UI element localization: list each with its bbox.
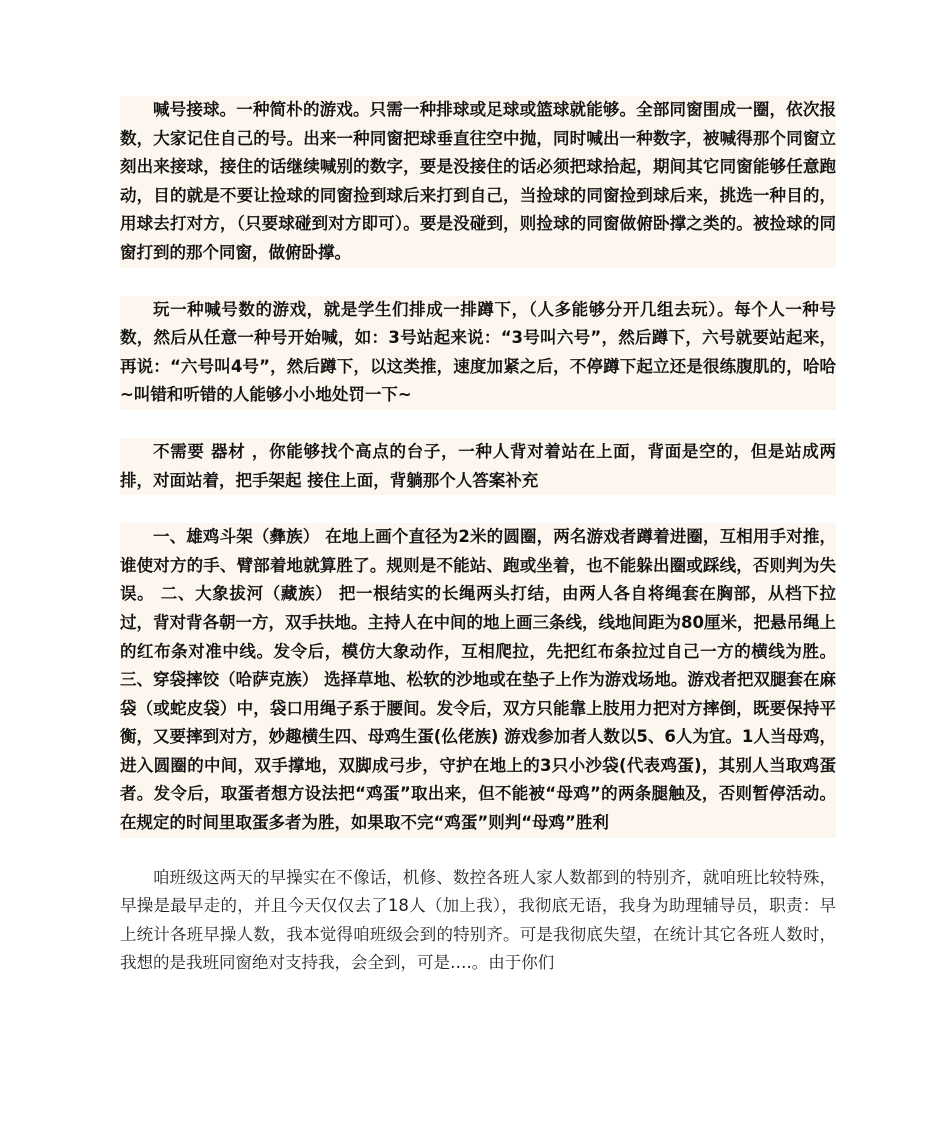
paragraph-trust-fall: 不需要 器材 ，你能够找个高点的台子，一种人背对着站在上面，背面是空的，但是站成两排，对面站着，把手架起 接住上面，背躺那个人答案补充 [120,438,836,495]
document-page [120,96,836,978]
paragraph-shout-number-catch-ball: 喊号接球。一种简朴的游戏。只需一种排球或足球或篮球就能够。全部同窗围成一圈，依次报数，大家记住自己的号。出来一种同窗把球垂直往空中抛，同时喊出一种数字，被喊得那个同窗立刻出来接球，接住的话继续喊别的数字，要是没接住的话必须把球拾起，期间其它同窗能够任意跑动，目的就是不要让捡球的同窗捡到球后来打到自己，当捡球的同窗捡到球后来，挑选一种目的，用球去打对方，（只要球碰到对方即可）。要是没碰到，则捡球的同窗做俯卧撑之类的。被捡球的同窗打到的那个同窗，做俯卧撑。 [120,96,836,268]
paragraph-ethnic-games: 一、雄鸡斗架（彝族） 在地上画个直径为2米的圆圈，两名游戏者蹲着进圈，互相用手对推，谁使对方的手、臂部着地就算胜了。规则是不能站、跑或坐着，也不能躲出圈或踩线，否则判为失误。 二、大象拔河（藏族） 把一根结实的长绳两头打结，由两人各自将绳套在胸部，从档下拉过，背对背各朝一方，双手扶地。主持人在中间的地上画三条线，线地间距为80厘米，把悬吊绳上的红布条对准中线。发令后，模仿大象动作，互相爬拉，先把红布条拉过自己一方的横线为胜。 三、穿袋摔饺（哈萨克族） 选择草地、松软的沙地或在垫子上作为游戏场地。游戏者把双腿套在麻袋（或蛇皮袋）中，袋口用绳子系于腰间。发令后，双方只能靠上肢用力把对方摔倒，既要保持平衡，又要摔到对方，妙趣横生四、母鸡生蛋(仫佬族) 游戏参加者人数以5、6人为宜。1人当母鸡，进入圆圈的中间，双手撑地，双脚成弓步，守护在地上的3只小沙袋(代表鸡蛋)，其别人当取鸡蛋者。发令后，取蛋者想方设法把“鸡蛋”取出来，但不能被“母鸡”的两条腿触及，否则暂停活动。在规定的时间里取蛋多者为胜，如果取不完“鸡蛋”则判“母鸡”胜利 [120,523,836,838]
paragraph-call-number-squat-game: 玩一种喊号数的游戏，就是学生们排成一排蹲下，（人多能够分开几组去玩）。每个人一种号数，然后从任意一种号开始喊，如：3号站起来说：“3号叫六号”，然后蹲下，六号就要站起来，再说：“六号叫4号”，然后蹲下，以这类推，速度加紧之后，不停蹲下起立还是很练腹肌的，哈哈~叫错和听错的人能够小小地处罚一下~ [120,296,836,410]
paragraph-morning-exercise: 咱班级这两天的早操实在不像话，机修、数控各班人家人数都到的特别齐，就咱班比较特殊，早操是最早走的，并且今天仅仅去了18人（加上我），我彻底无语，我身为助理辅导员，职责：早上统计各班早操人数，我本觉得咱班级会到的特别齐。可是我彻底失望，在统计其它各班人数时，我想的是我班同窗绝对支持我，会全到，可是….。由于你们 [120,867,836,973]
